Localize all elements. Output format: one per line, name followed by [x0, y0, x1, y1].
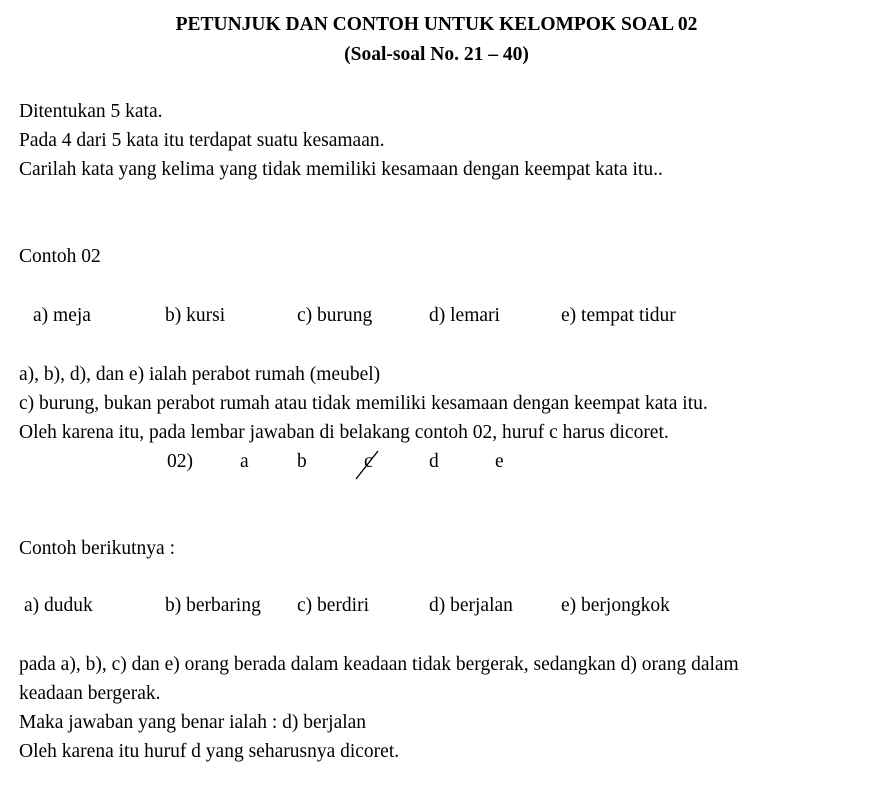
option-b: b) berbaring [165, 595, 261, 616]
example-heading: Contoh 02 [19, 246, 101, 267]
option-e: e) berjongkok [561, 595, 670, 616]
explanation-line: Maka jawaban yang benar ialah : d) berjalan [19, 712, 367, 733]
option-e: e) tempat tidur [561, 305, 676, 326]
explanation-line: Oleh karena itu huruf d yang seharusnya dicoret. [19, 741, 400, 762]
answer-letter-a: a [240, 451, 249, 472]
option-c: c) burung [297, 305, 373, 326]
answer-letter-c: c [364, 451, 373, 472]
answer-letter-b: b [297, 451, 307, 472]
explanation-line: keadaan bergerak. [19, 683, 161, 704]
answer-letter-e: e [495, 451, 504, 472]
option-b: b) kursi [165, 305, 226, 326]
option-a: a) meja [33, 305, 91, 326]
instruction-line: Carilah kata yang kelima yang tidak memiliki kesamaan dengan keempat kata itu.. [19, 159, 663, 180]
answer-letter-c-struck [364, 451, 373, 473]
option-a: a) duduk [24, 595, 93, 616]
explanation-line: a), b), d), dan e) ialah perabot rumah (meubel) [19, 364, 381, 385]
explanation-line: pada a), b), c) dan e) orang berada dalam keadaan tidak bergerak, sedangkan d) orang dalam [19, 654, 739, 675]
option-c: c) berdiri [297, 595, 370, 616]
instruction-line: Pada 4 dari 5 kata itu terdapat suatu kesamaan. [19, 130, 385, 151]
page-title: PETUNJUK DAN CONTOH UNTUK KELOMPOK SOAL 02 [175, 14, 698, 35]
strike-mark-icon [356, 449, 386, 481]
example-heading: Contoh berikutnya : [19, 538, 175, 559]
explanation-line: Oleh karena itu, pada lembar jawaban di belakang contoh 02, huruf c harus dicoret. [19, 422, 669, 443]
explanation-line: c) burung, bukan perabot rumah atau tidak memiliki kesamaan dengan keempat kata itu. [19, 393, 708, 414]
option-d: d) lemari [429, 305, 500, 326]
page-subtitle: (Soal-soal No. 21 – 40) [344, 44, 529, 65]
answer-letter-d: d [429, 451, 439, 472]
option-d: d) berjalan [429, 595, 513, 616]
answer-number: 02) [167, 451, 193, 472]
instruction-line: Ditentukan 5 kata. [19, 101, 163, 122]
